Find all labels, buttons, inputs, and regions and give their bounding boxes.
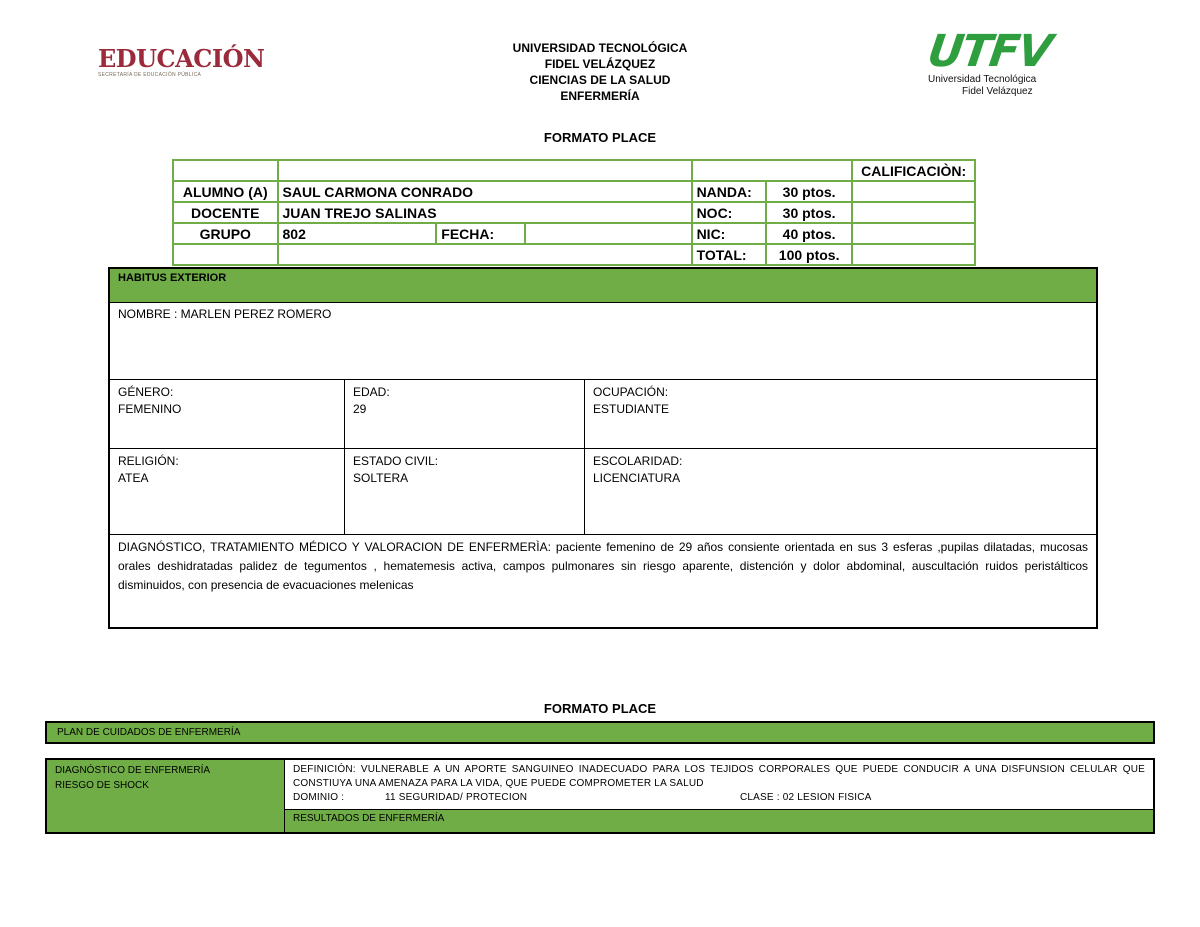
header-line-2: FIDEL VELÁZQUEZ — [544, 57, 656, 71]
diagnostico-enfermeria-cell — [47, 760, 285, 832]
ocupacion-label: OCUPACIÓN: — [593, 385, 669, 399]
escolaridad-cell — [585, 449, 1096, 534]
diagnostico-enfermeria-box — [45, 758, 1155, 834]
estado-civil-cell — [345, 449, 585, 534]
habitus-header: HABITUS EXTERIOR — [110, 269, 1096, 303]
nanda-score — [852, 181, 975, 202]
dominio-label: DOMINIO : — [293, 792, 345, 803]
definicion-text: DEFINICIÓN: VULNERABLE A UN APORTE SANGUINEO INADECUADO PARA LOS TEJIDOS CORPORALES QUE PUEDE CONDUCIR A UNA DISFUNSION CELULAR QUE CONSTIUYA UNA AMENAZA PARA LA VIDA, QUE PUEDE COMPROMETER LA SALUD — [293, 764, 1145, 789]
nic-label: NIC: — [692, 223, 766, 244]
total-label: TOTAL: — [692, 244, 766, 265]
estado-civil-label: ESTADO CIVIL: — [353, 454, 439, 468]
diagnostico-text: DIAGNÓSTICO, TRATAMIENTO MÉDICO Y VALORACION DE ENFERMERÌA: paciente femenino de 29 años consiente orientada en sus 3 esferas ,pupilas dilatadas, mucosas orales deshidratadas palidez de tegumentos , hematemesis activa, campos pulmonares sin riesgo aparente, distención y dolor abdominal, auscultación ruidos peristálticos disminuidos, con presencia de evacuaciones melenicas — [118, 540, 1088, 592]
escolaridad-value: LICENCIATURA — [593, 471, 681, 485]
definicion-cell — [285, 760, 1153, 809]
nanda-label: NANDA: — [692, 181, 766, 202]
plan-cuidados-bar: PLAN DE CUIDADOS DE ENFERMERÍA — [45, 721, 1155, 744]
alumno-label: ALUMNO (A) — [173, 181, 278, 202]
escolaridad-label: ESCOLARIDAD: — [593, 454, 683, 468]
noc-label: NOC: — [692, 202, 766, 223]
grading-table — [172, 159, 976, 266]
diagnostico-detail — [285, 760, 1153, 832]
docente-label: DOCENTE — [173, 202, 278, 223]
edad-label: EDAD: — [353, 385, 390, 399]
demographics-row-2 — [110, 449, 1096, 535]
dominio-value: 11 SEGURIDAD/ PROTECION — [385, 792, 528, 803]
total-points: 100 ptos. — [766, 244, 852, 265]
grupo-value: 802 — [278, 223, 437, 244]
diagnostico-enfermeria-value: RIESGO DE SHOCK — [55, 780, 149, 791]
religion-label: RELIGIÓN: — [118, 454, 179, 468]
religion-value: ATEA — [118, 471, 149, 485]
fecha-value — [525, 223, 692, 244]
habitus-exterior-section — [108, 267, 1098, 629]
diagnostico-enfermeria-label: DIAGNÓSTICO DE ENFERMERÍA — [55, 765, 211, 776]
docente-value: JUAN TREJO SALINAS — [278, 202, 692, 223]
edad-cell — [345, 380, 585, 448]
educacion-logo-title: EDUCACIÓN — [98, 44, 265, 73]
page-title: FORMATO PLACE — [543, 130, 657, 145]
header-line-3: CIENCIAS DE LA SALUD — [529, 73, 671, 87]
nic-points: 40 ptos. — [766, 223, 852, 244]
institution-header — [0, 40, 1200, 104]
edad-value: 29 — [353, 402, 367, 416]
genero-label: GÉNERO: — [118, 385, 174, 399]
nanda-points: 30 ptos. — [766, 181, 852, 202]
plan-title: FORMATO PLACE — [543, 701, 657, 716]
resultados-enfermeria-bar: RESULTADOS DE ENFERMERÍA — [285, 809, 1153, 832]
calificacion-label: CALIFICACIÒN: — [852, 160, 975, 181]
utfv-logo-line1: Universidad Tecnológica — [928, 74, 1037, 85]
utfv-logo-mark: UTFV — [924, 26, 1054, 77]
noc-points: 30 ptos. — [766, 202, 852, 223]
educacion-logo-subtitle: SECRETARÍA DE EDUCACIÓN PÚBLICA — [98, 72, 202, 78]
estado-civil-value: SOLTERA — [353, 471, 409, 485]
header-line-1: UNIVERSIDAD TECNOLÓGICA — [512, 41, 688, 55]
header-line-4: ENFERMERÍA — [560, 89, 640, 103]
dominio-clase-line — [293, 791, 1145, 805]
ocupacion-value: ESTUDIANTE — [593, 402, 670, 416]
ocupacion-cell — [585, 380, 1096, 448]
patient-name: NOMBRE : MARLEN PEREZ ROMERO — [110, 303, 1096, 380]
utfv-logo-line2: Fidel Velázquez — [962, 86, 1033, 97]
genero-cell — [110, 380, 345, 448]
demographics-row-1 — [110, 380, 1096, 449]
noc-score — [852, 202, 975, 223]
alumno-value: SAUL CARMONA CONRADO — [278, 181, 692, 202]
genero-value: FEMENINO — [118, 402, 182, 416]
nic-score — [852, 223, 975, 244]
religion-cell — [110, 449, 345, 534]
grupo-label: GRUPO — [173, 223, 278, 244]
total-score — [852, 244, 975, 265]
fecha-label: FECHA: — [436, 223, 524, 244]
clase-value: CLASE : 02 LESION FISICA — [740, 792, 872, 803]
